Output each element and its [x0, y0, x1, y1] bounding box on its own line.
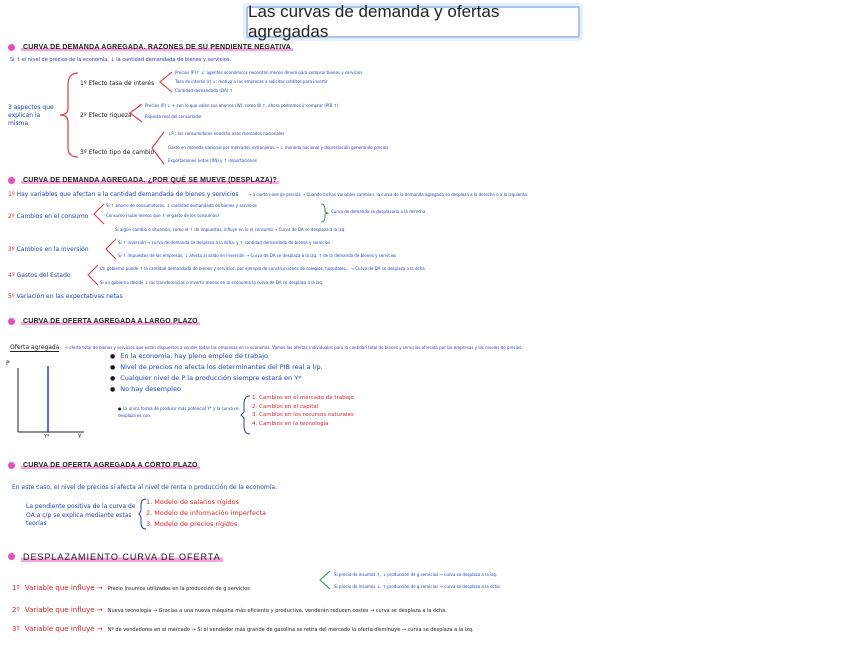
page-title-text: Las curvas de demanda y ofertas agregadas	[248, 2, 500, 41]
section-heading-desplazamiento: DESPLAZAMIENTO CURVA DE OFERTA	[8, 551, 223, 562]
sec3-intro: Oferta agregada → oferta total de bienes y servicios que están dispuestos a vender todas las empresas en la economía. Vamos las ofertas individuales para la cantidad total de bienes y servicios ofrecida por las empresas y los niveles de precios.	[10, 344, 523, 351]
section-heading-oferta-corto: CURVA DE OFERTA AGREGADA A CORTO PLAZO	[8, 460, 200, 471]
list-item: 3. Cambios en los recursos naturales	[252, 412, 354, 418]
section-heading-demanda-pendiente: CURVA DE DEMANDA AGREGADA. RAZONES DE SU PENDIENTE NEGATIVA	[8, 42, 293, 53]
sec1-effect3-arrow-icon	[150, 130, 166, 166]
sec2-line4-arrow-icon	[86, 263, 100, 287]
list-item: ● No hay desempleo	[110, 384, 323, 395]
bullet-dot-icon	[8, 318, 15, 325]
sec3-causes	[252, 394, 354, 428]
sec1-effect-3: 3º Efecto tipo de cambio	[80, 149, 155, 156]
sec1-effect2-arrow-icon	[128, 102, 144, 124]
sec3-axis-y: Y	[78, 433, 82, 440]
sec5-line1-arrow-icon	[318, 569, 332, 591]
sec2-line2-brace-icon	[320, 202, 330, 224]
sec3-graph-axes	[8, 356, 98, 446]
sec3-axis-ystar: Y*	[44, 434, 50, 440]
sec1-bracket-icon	[58, 70, 80, 160]
section-heading-oferta-largo: CURVA DE OFERTA AGREGADA A LARGO PLAZO	[8, 316, 200, 327]
list-item: ● Cualquier nivel de P la producción siempre estará en Y*	[110, 373, 323, 384]
list-item: 1. Modelo de salarios rígidos	[146, 498, 239, 506]
list-item: ● Nivel de precios no afecta los determinantes del PIB real a l/p.	[110, 362, 323, 373]
sec5-line-2: 2º Variable que influye → Nueva tecnología → Gracias a una nueva máquina más eficiente y productiva, venderán reducen costes → curva se desplaza a la dcha.	[12, 606, 447, 614]
sec2-line-3: 3º Cambios en la inversión	[8, 246, 89, 253]
sec1-effect-1: 1º Efecto tasa de interés	[80, 80, 155, 87]
bullet-dot-icon	[8, 553, 15, 560]
sec3-note: ● La única forma de producir más potencial Y* y la curva se desplaza es con	[118, 406, 239, 418]
bullet-dot-icon	[8, 462, 15, 469]
sec4-root: La pendiente positiva de la curva de OA a c/p se explica mediante estas teorías	[26, 503, 136, 527]
sec3-axis-p: P	[6, 360, 10, 367]
page-title	[246, 2, 580, 41]
bullet-dot-icon	[8, 177, 15, 184]
sec1-root: 3 aspectos que explican la misma	[8, 104, 54, 127]
bullet-dot-icon	[8, 44, 15, 51]
sec1-effect-2: 2º Efecto riqueza	[80, 112, 132, 119]
list-item: 3. Modelo de precios rígidos	[146, 520, 238, 528]
sec3-brace-icon	[240, 394, 252, 436]
sec5-line-1: 1º Variable que influye → Precio insumos utilizados en la producción de g.servicios	[12, 584, 250, 592]
sec2-line-2: 2º Cambios en el consumo	[8, 213, 89, 220]
list-item: 4. Cambios en la tecnología	[252, 420, 329, 427]
sec2-line-4: 4º Gastos del Estado	[8, 272, 71, 279]
sec4-intro: En este caso, el nivel de precios sí afecta al nivel de renta o producción de la economía.	[12, 484, 277, 491]
sec2-line3-arrow-icon	[104, 237, 118, 261]
sec1-intro: Si ↑ el nivel de precios de la economía, ↓ la cantidad demandada de bienes y servicios.	[10, 57, 231, 63]
list-item: 1. Cambios en el mercado de trabajo	[252, 395, 354, 401]
sec2-line-1: 1º Hay variables que afectan a la cantidad demandada de bienes y servicios	[8, 191, 239, 198]
sec5-line-3: 3º Variable que influye → Nº de vendedores en el mercado → Si el vendedor más grande de gasolina se retira del mercado la oferta disminuye → curva se desplaza a la izq.	[12, 625, 474, 633]
sec1-effect1-arrow-icon	[158, 70, 174, 94]
list-item: 2. Cambios en el capital	[252, 403, 319, 410]
sec2-line-5: 5º Variación en las expectativas netas	[8, 293, 123, 300]
section-heading-demanda-desplaza: CURVA DE DEMANDA AGREGADA. ¿POR QUÉ SE MUEVE (DESPLAZA)?	[8, 175, 279, 186]
sec4-items	[146, 497, 266, 530]
sec2-line2-arrow-icon	[92, 202, 106, 226]
list-item: 2. Modelo de información imperfecta	[146, 509, 266, 517]
sec3-bullets	[110, 351, 323, 395]
list-item: ● En la economía, hay pleno empleo de trabajo.	[110, 351, 323, 362]
